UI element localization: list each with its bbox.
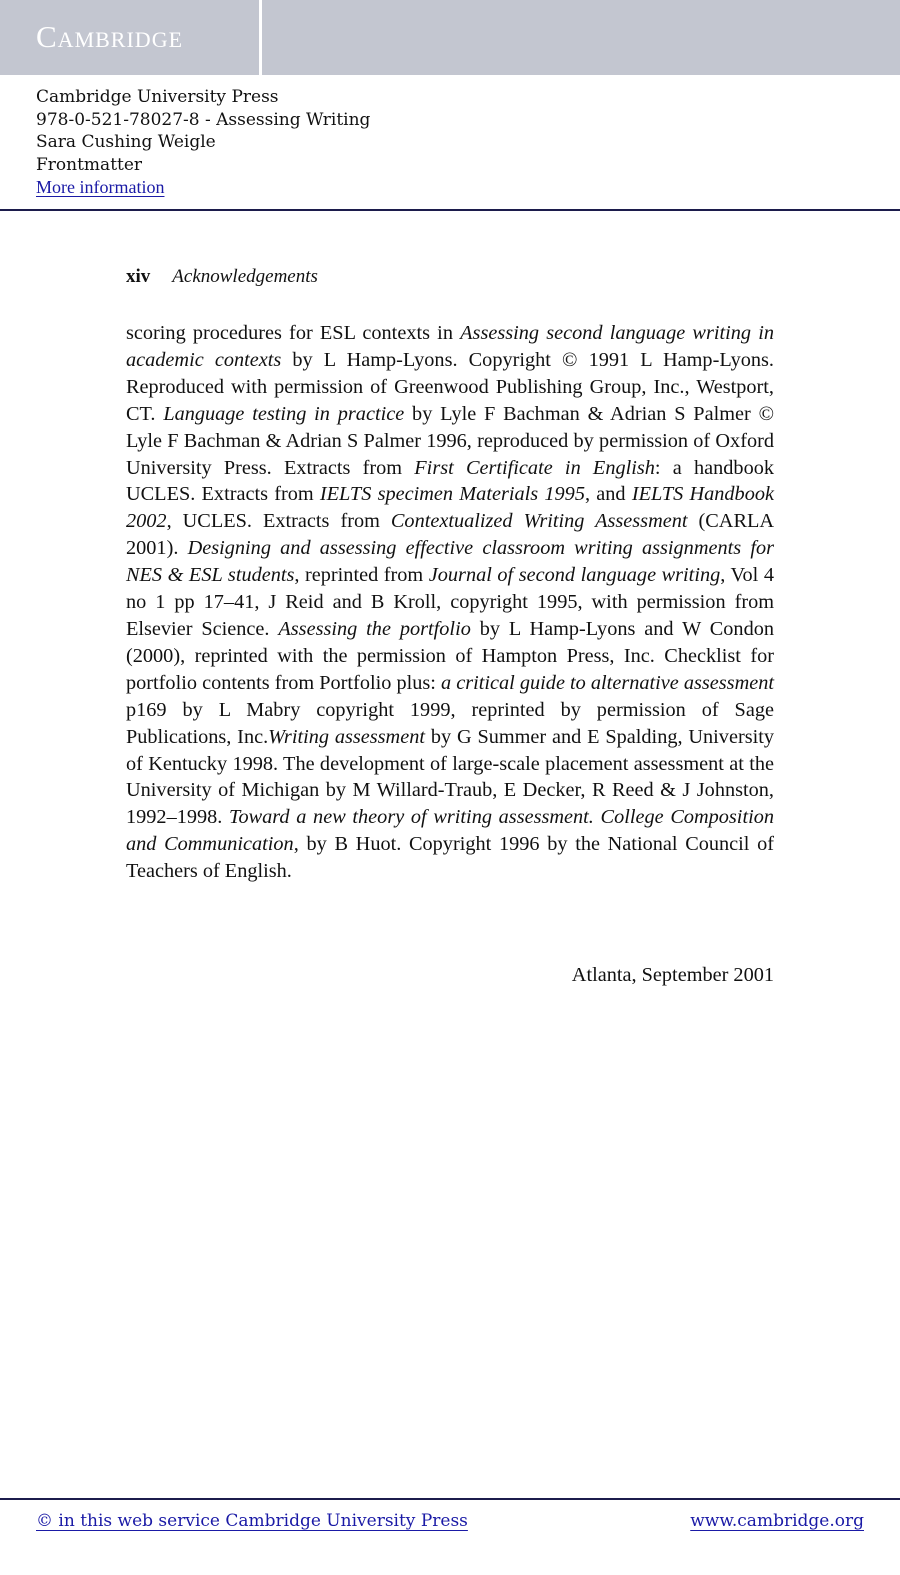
italic-title-segment: Contextualized Writing Assessment	[390, 510, 688, 533]
text-segment: by L Hamp-Lyons. Copyright © 1991 L Hamp-Lyons. Reproduced with permission of Greenwood Publishing Group, Inc., Westport, CT.	[126, 348, 774, 425]
italic-title-segment: First Certificate in English	[414, 456, 655, 479]
sign-off: Atlanta, September 2001	[571, 964, 774, 986]
italic-title-segment: Assessing the portfolio	[278, 617, 471, 640]
text-segment: , UCLES. Extracts from	[166, 510, 391, 533]
header-divider	[0, 209, 900, 211]
italic-title-segment: Designing and assessing effective classroom writing assignments for NES & ESL students	[126, 537, 774, 587]
italic-title-segment: Assessing second language writing in academic contexts	[126, 322, 774, 371]
isbn-title: 978-0-521-78027-8 - Assessing Writing	[36, 109, 371, 130]
italic-title-segment: Toward a new theory of writing assessment. College Composition and Communication	[126, 806, 774, 856]
footer-divider	[0, 1498, 900, 1500]
text-segment: by L Hamp-Lyons and W Condon (2000), reprinted with the permission of Hampton Press, Inc. Checklist for portfolio contents from Portfolio plus:	[126, 617, 774, 694]
italic-title-segment: Language testing in practice	[163, 402, 405, 425]
acknowledgements-paragraph	[126, 320, 774, 885]
more-information-link[interactable]: More information	[36, 177, 165, 197]
text-segment: , and	[584, 483, 632, 506]
text-segment: , reprinted from	[294, 564, 429, 587]
header-banner	[0, 0, 900, 75]
website-link[interactable]: www.cambridge.org	[690, 1511, 864, 1531]
text-segment: : a handbook UCLES. Extracts from	[126, 456, 774, 506]
italic-title-segment: IELTS Handbook 2002	[126, 483, 774, 533]
running-head-title: Acknowledgements	[172, 266, 318, 287]
banner-divider	[259, 0, 262, 75]
text-segment: (CARLA 2001).	[126, 510, 775, 560]
italic-title-segment: a critical guide to alternative assessment	[441, 671, 774, 694]
book-metadata	[36, 86, 370, 200]
text-segment: , Vol 4 no 1 pp 17–41, J Reid and B Kroll, copyright 1995, with permission from Elsevier Science.	[126, 564, 774, 640]
publisher-name: Cambridge University Press	[36, 87, 279, 107]
text-segment: by G Summer and E Spalding, University of Kentucky 1998. The development of large-scale placement assessment at the University of Michigan by M Willard-Traub, E Decker, R Reed & J Johnston, 1992–1998.	[126, 725, 775, 829]
italic-title-segment: Journal of second language writing	[428, 564, 721, 587]
text-segment: , by B Huot. Copyright 1996 by the National Council of Teachers of English.	[126, 833, 775, 883]
cambridge-logo: Cambridge	[36, 19, 184, 54]
page-number: xiv	[126, 266, 151, 287]
italic-title-segment: Writing assessment	[268, 725, 425, 748]
text-segment: scoring procedures for ESL contexts in	[126, 322, 461, 344]
author-name: Sara Cushing Weigle	[36, 132, 216, 152]
section-name: Frontmatter	[36, 154, 143, 175]
text-segment: by Lyle F Bachman & Adrian S Palmer © Lyle F Bachman & Adrian S Palmer 1996, reproduced by permission of Oxford University Press. Extracts from	[126, 402, 774, 479]
copyright-link[interactable]: © in this web service Cambridge University Press	[36, 1511, 468, 1531]
running-head	[126, 266, 318, 288]
text-segment: p169 by L Mabry copyright 1999, reprinted by permission of Sage Publications, Inc.	[126, 698, 774, 748]
italic-title-segment: IELTS specimen Materials 1995	[319, 483, 585, 506]
